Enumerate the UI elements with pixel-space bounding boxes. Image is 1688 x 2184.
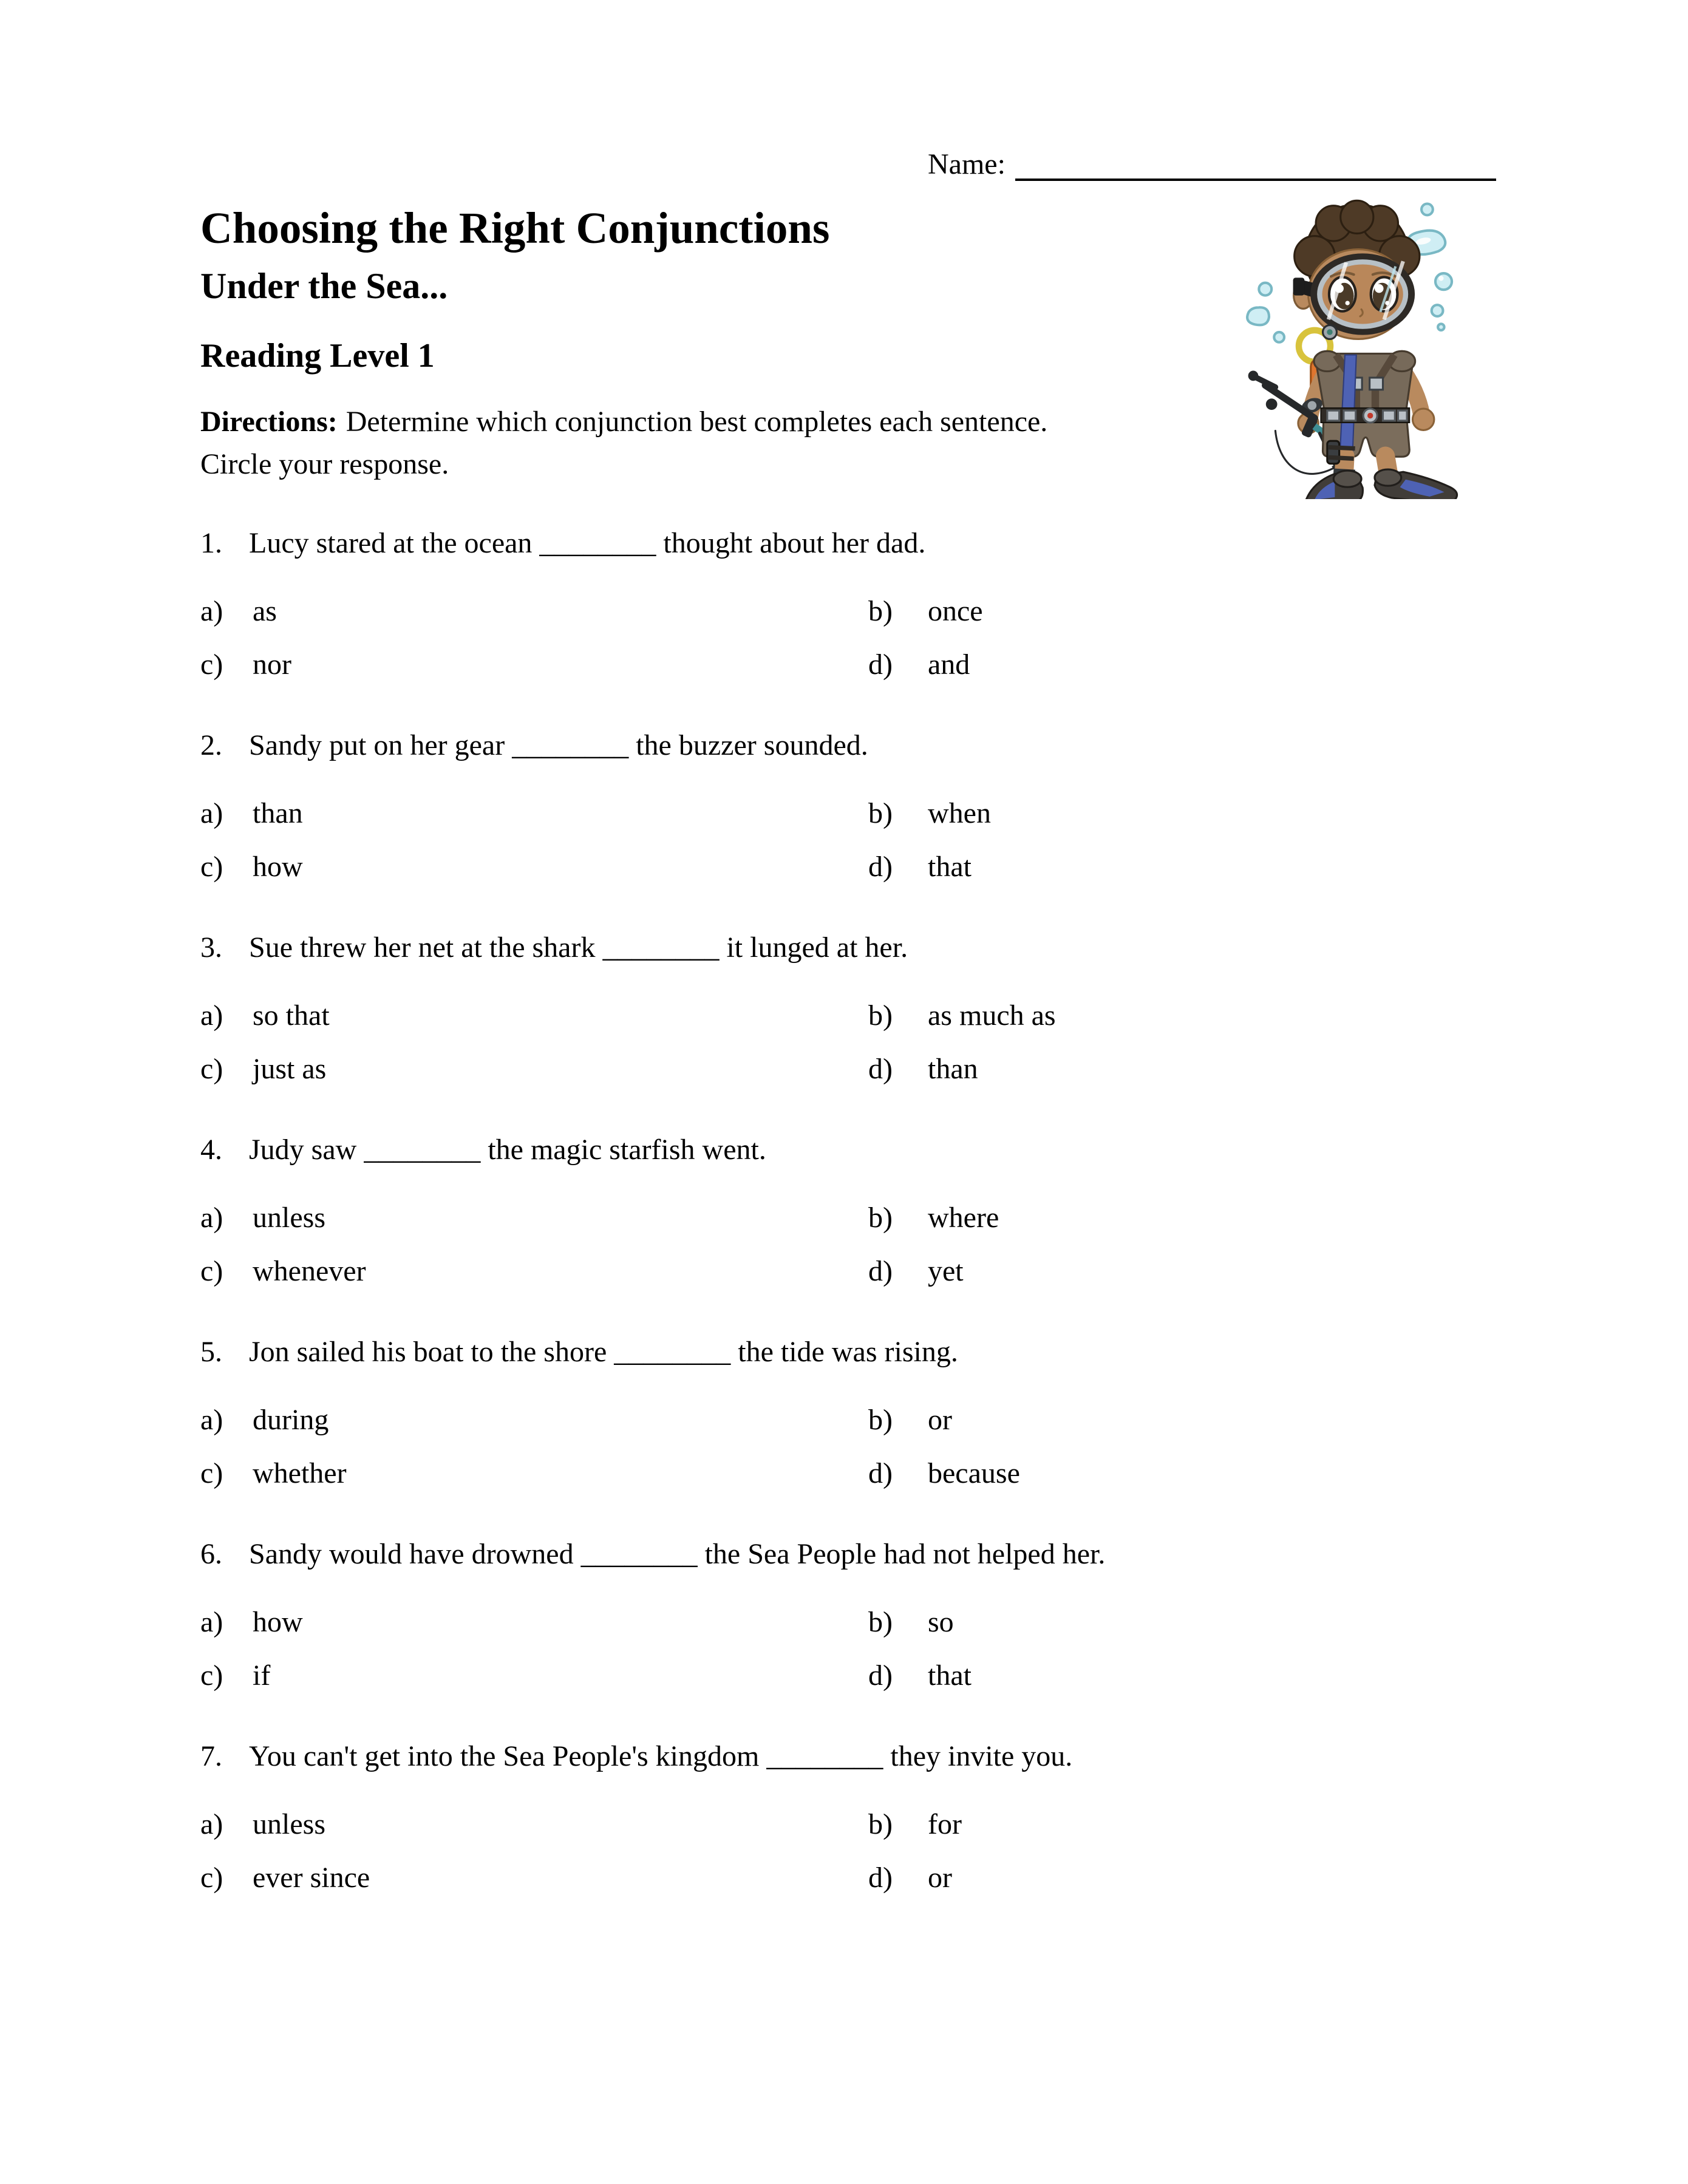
option-row [200,1658,1567,1697]
question-line [200,526,925,561]
answer-option [868,1456,1020,1491]
option-text: that [928,1659,972,1692]
option-text: when [928,797,991,829]
name-label: Name: [928,148,1006,181]
reading-level-heading: Reading Level 1 [200,337,435,375]
question-text: Judy saw ________ the magic starfish went. [249,1134,766,1166]
option-letter: a) [200,1808,223,1840]
directions-line1: Determine which conjunction best completes each sentence. [345,406,1048,438]
option-row [200,849,1567,888]
option-text: how [253,1606,303,1638]
question-text: Sandy put on her gear ________ the buzzer sounded. [249,729,868,761]
option-letter: d) [868,1862,893,1894]
answer-option [200,1605,303,1640]
answer-option [200,1254,366,1289]
question-number: 4. [200,1134,222,1166]
option-row [200,796,1567,835]
option-row [200,1860,1567,1899]
question-text: You can't get into the Sea People's kingdom ________ they invite you. [249,1740,1073,1772]
answer-option [200,1658,270,1693]
answer-option [868,1403,952,1438]
option-row [200,1254,1567,1293]
option-text: so that [253,999,330,1032]
option-text: just as [253,1053,327,1085]
option-letter: c) [200,1862,223,1894]
option-letter: d) [868,1255,893,1287]
name-blank-line [1015,147,1496,181]
option-text: if [253,1659,271,1692]
option-letter: d) [868,648,893,681]
option-letter: d) [868,1457,893,1489]
option-text: or [928,1404,952,1436]
option-letter: a) [200,1202,223,1234]
question-line [200,1132,766,1168]
option-letter: d) [868,1053,893,1085]
answer-option [200,998,330,1033]
question-number: 2. [200,729,222,761]
option-letter: a) [200,797,223,829]
question-number: 6. [200,1538,222,1570]
option-row [200,647,1567,686]
option-text: or [928,1862,952,1894]
option-text: yet [928,1255,964,1287]
question-line [200,728,868,763]
question-line [200,1335,958,1370]
dive-mask-icon [1315,257,1411,331]
answer-option [200,1807,325,1842]
question-number: 3. [200,931,222,964]
option-letter: b) [868,595,893,627]
option-text: nor [253,648,291,681]
option-letter: b) [868,1202,893,1234]
fins-icon [1305,469,1457,499]
option-row [200,1456,1567,1495]
question-number: 1. [200,527,222,559]
option-text: unless [253,1202,325,1234]
option-text: once [928,595,983,627]
answer-option [200,594,277,629]
page-title: Choosing the Right Conjunctions [200,203,830,253]
option-letter: c) [200,1457,223,1489]
option-text: ever since [253,1862,370,1894]
option-text: how [253,851,303,883]
option-letter: b) [868,1606,893,1638]
option-text: than [253,797,303,829]
answer-option [868,998,1056,1033]
question-block [200,728,1567,930]
question-number: 5. [200,1336,222,1368]
option-text: as [253,595,277,627]
option-letter: b) [868,1808,893,1840]
option-text: as much as [928,999,1056,1032]
option-letter: c) [200,648,223,681]
option-row [200,1200,1567,1239]
answer-option [868,1052,978,1087]
question-text: Sandy would have drowned ________ the Sea People had not helped her. [249,1538,1106,1570]
diver-hand-left [1412,409,1434,430]
question-number: 7. [200,1740,222,1772]
option-row [200,1807,1567,1846]
weight-belt-icon [1321,408,1409,423]
question-block [200,526,1567,728]
page-subtitle: Under the Sea... [200,266,448,306]
question-line [200,930,908,965]
answer-option [200,1403,328,1438]
option-text: unless [253,1808,325,1840]
answer-option [868,594,983,629]
question-block [200,1739,1567,1941]
option-row [200,1403,1567,1441]
option-text: whenever [253,1255,366,1287]
option-text: where [928,1202,999,1234]
question-block [200,1335,1567,1537]
option-row [200,1605,1567,1644]
answer-option [200,1860,370,1896]
option-text: during [253,1404,329,1436]
question-text: Lucy stared at the ocean ________ thought about her dad. [249,527,926,559]
option-text: that [928,851,972,883]
option-letter: a) [200,1404,223,1436]
option-text: because [928,1457,1020,1489]
question-text: Sue threw her net at the shark ________ it lunged at her. [249,931,908,964]
option-letter: a) [200,595,223,627]
option-text: so [928,1606,954,1638]
option-letter: d) [868,851,893,883]
question-text: Jon sailed his boat to the shore ________ the tide was rising. [249,1336,958,1368]
answer-option [868,849,972,885]
question-block [200,930,1567,1132]
option-letter: b) [868,797,893,829]
option-text: and [928,648,970,681]
answer-option [868,1807,962,1842]
answer-option [200,796,303,831]
directions-label: Directions: [200,406,338,438]
option-letter: c) [200,1659,223,1692]
answer-option [200,1456,347,1491]
question-block [200,1537,1567,1739]
answer-option [868,1658,972,1693]
answer-option [868,1200,999,1236]
option-text: whether [253,1457,347,1489]
option-letter: d) [868,1659,893,1692]
option-letter: c) [200,1255,223,1287]
answer-option [200,1200,325,1236]
question-list [200,526,1567,1941]
option-letter: a) [200,999,223,1032]
option-row [200,998,1567,1037]
answer-option [200,1052,326,1087]
answer-option [868,1605,954,1640]
question-block [200,1132,1567,1335]
option-text: for [928,1808,962,1840]
option-letter: c) [200,1053,223,1085]
name-row [928,147,1496,181]
directions-line2: Circle your response. [200,448,449,480]
answer-option [868,647,970,682]
answer-option [868,796,991,831]
answer-option [200,647,291,682]
answer-option [868,1254,964,1289]
question-line [200,1537,1105,1572]
answer-option [200,849,303,885]
scuba-diver-illustration [1239,196,1482,499]
answer-option [868,1860,952,1896]
question-line [200,1739,1072,1774]
directions [200,401,1233,486]
option-letter: b) [868,999,893,1032]
option-text: than [928,1053,978,1085]
option-letter: c) [200,851,223,883]
option-letter: b) [868,1404,893,1436]
option-row [200,594,1567,633]
option-letter: a) [200,1606,223,1638]
option-row [200,1052,1567,1090]
